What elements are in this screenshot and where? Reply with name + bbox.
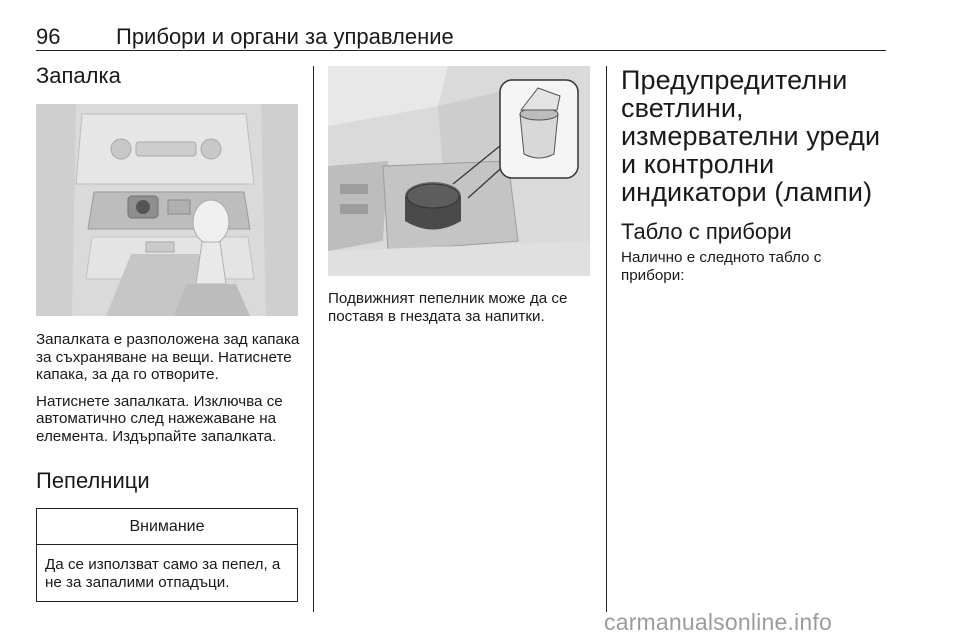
watermark: carmanualsonline.info	[604, 609, 832, 635]
column-divider	[313, 66, 314, 612]
page-number: 96	[36, 24, 61, 49]
warning-box	[36, 508, 298, 602]
warning-body: Да се използват само за пепел, а не за запалими отпадъци.	[45, 556, 281, 591]
header-rule	[36, 50, 886, 51]
heading-instrument-panel: Табло с прибори	[621, 219, 792, 244]
page-header	[36, 22, 886, 52]
heading-ashtrays: Пепелници	[36, 468, 150, 493]
lighter-illustration	[36, 104, 298, 316]
chapter-title: Прибори и органи за управление	[116, 24, 454, 49]
ashtray-paragraph: Подвижният пепелник може да се поставя в гнездата за напитки.	[328, 290, 568, 325]
column-lighter	[36, 60, 300, 602]
column-divider	[606, 66, 607, 612]
lighter-paragraph-2: Натиснете запалката. Изключва се автоматично след нажежаване на елемента. Издърпайте запалката.	[36, 392, 283, 445]
ashtray-illustration	[328, 66, 590, 276]
warning-title: Внимание	[37, 509, 297, 545]
column-warning-lights	[621, 66, 891, 284]
lighter-paragraph-1: Запалката е разположена зад капака за съхраняване на вещи. Натиснете капака, за да го отворите.	[36, 331, 300, 383]
column-ashtray	[328, 66, 592, 325]
heading-lighter: Запалка	[36, 63, 121, 88]
heading-warning-lights: Предупредителни светлини, измервателни уреди и контролни индикатори (лампи)	[621, 65, 881, 207]
instrument-paragraph: Налично е следното табло с прибори:	[621, 249, 822, 284]
